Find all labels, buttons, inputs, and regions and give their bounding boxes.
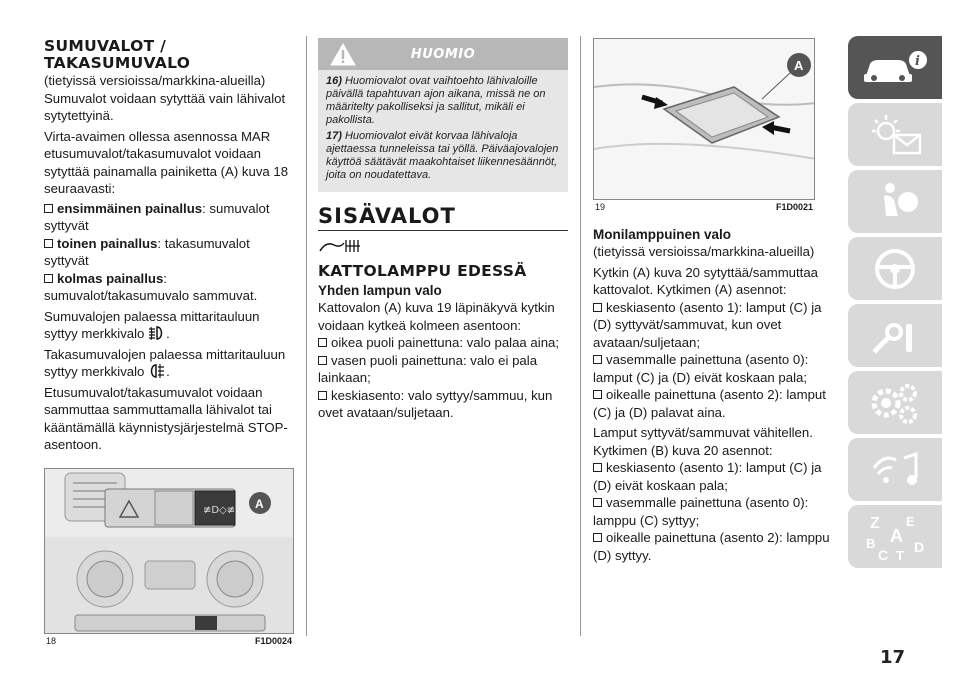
warning-text: Huomiovalot eivät korvaa lähivaloja ajettaessa tunneleissa tai yöllä. Päiväajovalojen käyttöä säätävät maakohtaiset liikennesäännöt, joita on noudatettava. bbox=[326, 130, 559, 181]
airbag-icon bbox=[860, 180, 930, 224]
paragraph bbox=[44, 308, 294, 343]
list-item bbox=[318, 387, 568, 422]
figure-label-a: A bbox=[794, 58, 804, 73]
section-title-fog-lights bbox=[44, 38, 294, 72]
title-line-1: SUMUVALOT / bbox=[44, 37, 167, 55]
list-item bbox=[593, 386, 837, 421]
list-item-text: keskiasento (asento 1): lamput (C) ja (D) syttyvät/sammuvat, kun ovet avataan/suljetaan; bbox=[593, 299, 822, 350]
paragraph: Virta-avaimen ollessa asennossa MAR etusumuvalot/takasumuvalot voidaan sytyttää painamalla painiketta (A) kuva 18 seuraavasti: bbox=[44, 128, 289, 196]
bullet-box-icon bbox=[318, 391, 327, 400]
index-letter: T bbox=[896, 547, 904, 562]
list-item-text: vasemmalle painettuna (asento 0): lamput (C) ja (D) eivät koskaan pala; bbox=[593, 352, 809, 385]
list-item-text: vasen puoli painettuna: valo ei pala lainkaan; bbox=[318, 352, 538, 385]
subsubsection-title: Yhden lampun valo bbox=[318, 283, 442, 298]
warning-number: 16) bbox=[326, 75, 342, 87]
figure-label-a: A bbox=[255, 496, 264, 511]
svg-text:≢D◇≢: ≢D◇≢ bbox=[203, 504, 236, 516]
list-item-bold: toinen painallus bbox=[57, 235, 158, 251]
index-letter: Z bbox=[870, 514, 880, 532]
warning-body bbox=[318, 70, 568, 192]
tab-car-info[interactable] bbox=[848, 36, 942, 99]
tab-maintenance[interactable] bbox=[848, 371, 942, 434]
bullet-box-icon bbox=[44, 204, 53, 213]
list-item-text: vasemmalle painettuna (asento 0): lamppu (C) syttyy; bbox=[593, 495, 809, 528]
list-item-text: keskiasento (asento 1): lamput (C) ja (D) eivät koskaan pala; bbox=[593, 460, 822, 493]
list-item bbox=[593, 351, 837, 386]
svg-text:i: i bbox=[915, 53, 920, 69]
dashboard-illustration bbox=[45, 469, 294, 634]
column-multi-lamp bbox=[593, 38, 837, 564]
list-item-text: : sumuvalot syttyvät bbox=[44, 200, 270, 233]
interior-light-icon bbox=[318, 237, 364, 255]
front-fog-light-icon bbox=[148, 325, 166, 341]
paragraph: Lamput syttyvät/sammuvat vähitellen. Kytkimen (B) kuva 20 asennot: bbox=[593, 425, 813, 458]
period: . bbox=[166, 326, 170, 341]
rear-fog-light-icon bbox=[148, 363, 166, 379]
list-item bbox=[44, 200, 294, 235]
list-item-text: oikealle painettuna (asento 2): lamput (C) ja (D) palavat aina. bbox=[593, 387, 826, 420]
alphabet-index-icon bbox=[860, 512, 930, 562]
gears-icon bbox=[860, 381, 930, 425]
bullet-box-icon bbox=[44, 239, 53, 248]
list-item bbox=[44, 270, 294, 305]
figure-caption bbox=[44, 636, 294, 646]
list-item bbox=[593, 459, 837, 494]
availability-note: (tietyissä versioissa/markkina-alueilla) bbox=[44, 73, 266, 88]
bullet-box-icon bbox=[318, 356, 327, 365]
multimedia-icon bbox=[860, 448, 930, 492]
bullet-box-icon bbox=[593, 390, 602, 399]
bullet-box-icon bbox=[318, 338, 327, 347]
figure-ceiling-lamp bbox=[593, 38, 815, 200]
list-item-text: oikealle painettuna (asento 2): lamppu (D) syttyy. bbox=[593, 530, 830, 563]
paragraph: Kattovalon (A) kuva 19 läpinäkyvä kytkin voidaan kytkeä kolmeen asentoon: bbox=[318, 300, 555, 333]
subsection-title-multi-lamp: Monilamppuinen valo bbox=[593, 227, 732, 242]
steering-wheel-icon bbox=[860, 247, 930, 291]
list-item bbox=[44, 235, 294, 270]
warning-text: Huomiovalot ovat vaihtoehto lähivaloille päivällä tapahtuvan ajon aikana, missä ne on määritelty pakolliseksi ja sallitut, mikäli ei pakollista. bbox=[326, 75, 546, 126]
list-item-text: : takasumuvalot syttyvät bbox=[44, 235, 250, 268]
list-item bbox=[593, 299, 837, 352]
list-item-text: oikea puoli painettuna: valo palaa aina; bbox=[331, 335, 560, 350]
list-item bbox=[318, 334, 568, 352]
index-letter: E bbox=[906, 513, 915, 529]
column-divider bbox=[580, 36, 581, 636]
warning-lights-icon bbox=[860, 113, 930, 157]
tab-emergency[interactable] bbox=[848, 304, 942, 367]
figure-dashboard-buttons bbox=[44, 468, 294, 634]
bullet-box-icon bbox=[593, 498, 602, 507]
bullet-box-icon bbox=[593, 355, 602, 364]
list-item bbox=[593, 494, 837, 529]
tab-safety[interactable] bbox=[848, 170, 942, 233]
tab-multimedia[interactable] bbox=[848, 438, 942, 501]
list-item-text: : sumuvalot/takasumuvalo sammuvat. bbox=[44, 270, 258, 303]
warning-title: HUOMIO bbox=[410, 46, 476, 62]
column-interior-lights bbox=[318, 38, 568, 422]
list-item bbox=[318, 352, 568, 387]
index-letter: A bbox=[890, 525, 903, 546]
list-item-bold: kolmas painallus bbox=[57, 270, 164, 286]
index-letter: B bbox=[866, 535, 876, 551]
period: . bbox=[166, 364, 170, 379]
warning-header bbox=[318, 38, 568, 70]
warning-item bbox=[326, 130, 560, 182]
wrench-icon bbox=[860, 314, 930, 358]
paragraph: Kytkin (A) kuva 20 sytyttää/sammuttaa kattovalot. Kytkimen (A) asennot: bbox=[593, 264, 819, 297]
bullet-box-icon bbox=[593, 303, 602, 312]
column-fog-lights bbox=[44, 38, 294, 646]
tab-warning-lights[interactable] bbox=[848, 103, 942, 166]
paragraph: Etusumuvalot/takasumuvalot voidaan sammuttaa sammuttamalla lähivalot tai kääntämällä käynnistysjärjestelmä STOP-asentoon. bbox=[44, 384, 288, 452]
figure-code: F1D0024 bbox=[254, 635, 292, 646]
paragraph bbox=[44, 346, 294, 381]
list-item-bold: ensimmäinen painallus bbox=[57, 200, 203, 216]
availability-note: (tietyissä versioissa/markkina-alueilla) bbox=[593, 244, 815, 259]
bullet-box-icon bbox=[593, 533, 602, 542]
bullet-box-icon bbox=[593, 463, 602, 472]
section-title-interior-lights: SISÄVALOT bbox=[318, 204, 568, 231]
index-letter: C bbox=[878, 546, 889, 562]
page-number: 17 bbox=[880, 647, 906, 668]
figure-number: 18 bbox=[46, 635, 57, 646]
warning-box bbox=[318, 38, 568, 192]
figure-code: F1D0021 bbox=[775, 202, 813, 212]
tab-driving[interactable] bbox=[848, 237, 942, 300]
car-info-icon bbox=[860, 48, 930, 88]
paragraph-text: Sumuvalojen palaessa mittaritauluun syttyy merkkivalo bbox=[44, 308, 260, 341]
title-line-2: TAKASUMUVALO bbox=[44, 54, 191, 72]
paragraph-text: Takasumuvalojen palaessa mittaritauluun syttyy merkkivalo bbox=[44, 346, 286, 379]
ceiling-lamp-illustration bbox=[594, 39, 815, 200]
column-divider bbox=[306, 36, 307, 636]
chapter-tabs bbox=[848, 36, 942, 572]
figure-caption bbox=[593, 202, 815, 212]
index-letter: D bbox=[914, 538, 925, 555]
figure-number: 19 bbox=[595, 202, 606, 212]
bullet-box-icon bbox=[44, 274, 53, 283]
warning-item bbox=[326, 75, 560, 127]
warning-triangle-icon bbox=[330, 43, 356, 66]
list-item bbox=[593, 529, 837, 564]
interior-light-icon-row bbox=[318, 237, 568, 255]
tab-index[interactable] bbox=[848, 505, 942, 568]
warning-number: 17) bbox=[326, 130, 342, 142]
list-item-text: keskiasento: valo syttyy/sammuu, kun ovet avataan/suljetaan. bbox=[318, 387, 553, 420]
paragraph: Sumuvalot voidaan sytyttää vain lähivalot sytytettyinä. bbox=[44, 90, 286, 123]
subsection-title-front-lamp: KATTOLAMPPU EDESSÄ bbox=[318, 262, 527, 280]
